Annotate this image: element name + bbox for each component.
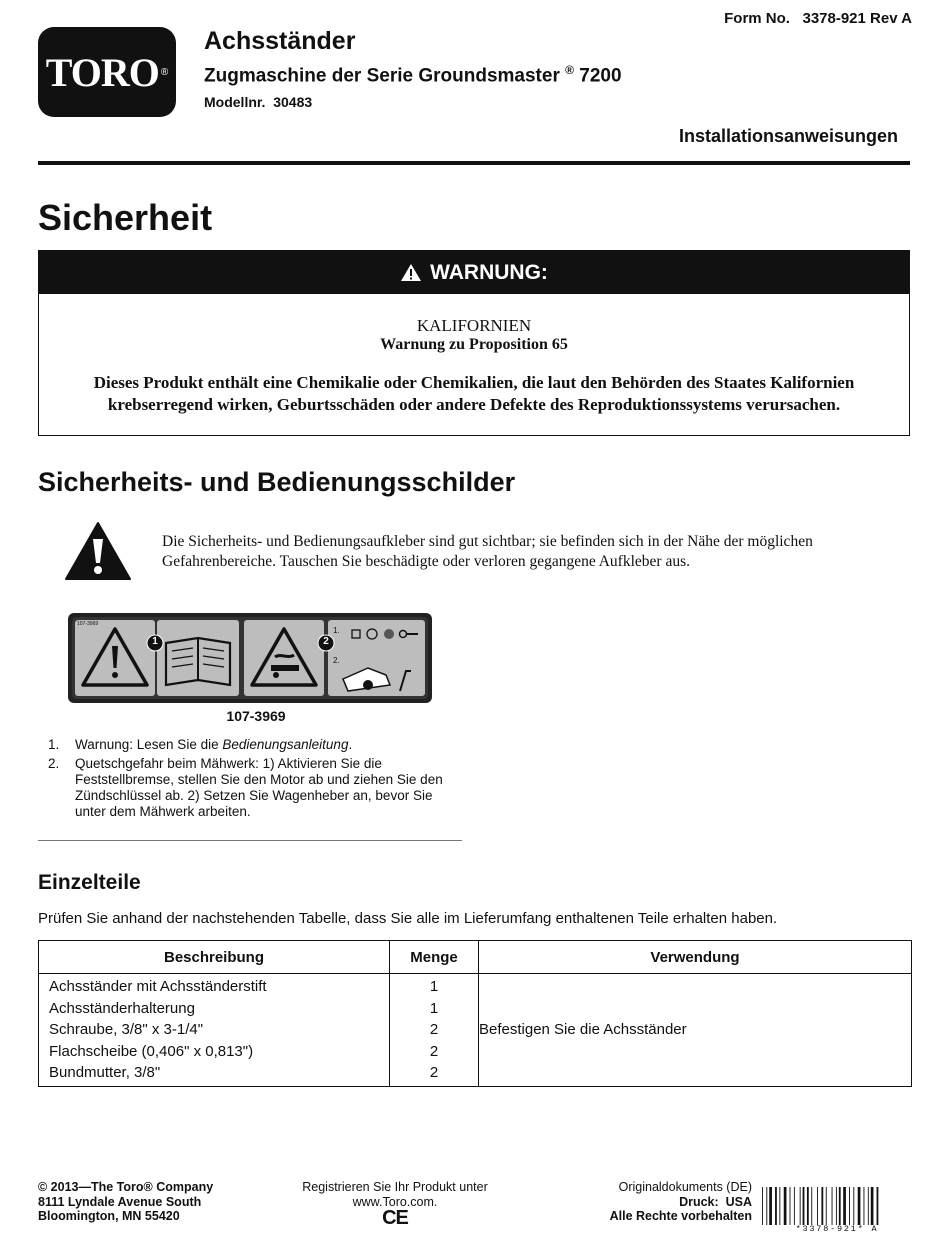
decal-small-number: 107-3969 bbox=[77, 621, 99, 627]
parts-intro: Prüfen Sie anhand der nachstehenden Tabelle, dass Sie alle im Lieferumfang enthaltenen Teile erhalten haben. bbox=[38, 910, 778, 927]
subtitle-registered-mark: ® bbox=[565, 63, 574, 77]
barcode-bar bbox=[766, 1187, 767, 1225]
address-line-2: Bloomington, MN 55420 bbox=[38, 1209, 180, 1223]
barcode-bar bbox=[826, 1187, 827, 1225]
barcode bbox=[762, 1187, 912, 1225]
warning-state: KALIFORNIEN bbox=[416, 316, 532, 335]
original-document: Originaldokuments (DE) bbox=[618, 1180, 752, 1194]
form-number: Form No. 3378-921 Rev A bbox=[724, 10, 912, 27]
ce-mark: CE bbox=[382, 1207, 408, 1229]
barcode-bar bbox=[858, 1187, 861, 1225]
barcode-bar bbox=[811, 1187, 812, 1225]
document-subtitle bbox=[204, 63, 622, 87]
parts-heading: Einzelteile bbox=[38, 871, 141, 894]
decal-107-3969 bbox=[68, 613, 432, 703]
part-quantity: 1 bbox=[429, 978, 439, 995]
barcode-bar bbox=[877, 1187, 879, 1225]
decal-legend bbox=[48, 737, 460, 823]
decal-step-2: 2. bbox=[333, 656, 340, 665]
barcode-bar bbox=[803, 1187, 805, 1225]
part-usage: Befestigen Sie die Achsständer bbox=[479, 974, 912, 1087]
parts-table-header bbox=[39, 941, 912, 974]
column-header-description: Beschreibung bbox=[39, 941, 390, 974]
part-quantity: 1 bbox=[429, 999, 439, 1017]
part-description: Flachscheibe (0,406" x 0,813") bbox=[49, 1042, 254, 1060]
subtitle-model: 7200 bbox=[573, 65, 622, 87]
copyright: © 2013—The Toro® Company bbox=[38, 1180, 214, 1194]
register-line-1: Registrieren Sie Ihr Produkt unter bbox=[302, 1180, 488, 1194]
barcode-bar bbox=[784, 1187, 787, 1225]
decal-legend-number: 2. bbox=[48, 756, 60, 771]
header-divider bbox=[38, 161, 910, 165]
barcode-bar bbox=[864, 1187, 865, 1225]
document-type: Installationsanweisungen bbox=[678, 126, 898, 146]
register-link[interactable]: www.Toro.com. bbox=[352, 1194, 438, 1209]
part-quantity: 2 bbox=[429, 1042, 439, 1060]
decal-legend-text: Quetschgefahr beim Mähwerk: 1) Aktivieren Sie die Feststellbremse, stellen Sie den Motor ab und ziehen Sie den Zündschlüssel ab. 2) Setzen Sie Wagenheber an, bevor Sie unter dem Mähwerk arbeiten. bbox=[75, 756, 443, 819]
decal-legend-prefix: Warnung: Lesen Sie die bbox=[75, 737, 223, 752]
warning-title: WARNUNG: bbox=[430, 260, 548, 284]
barcode-bar bbox=[790, 1187, 791, 1225]
barcode-bar bbox=[807, 1187, 809, 1225]
part-quantity: 2 bbox=[429, 1021, 439, 1038]
decal-legend-emphasis: Bedienungsanleitung bbox=[222, 737, 349, 752]
barcode-bar bbox=[779, 1187, 780, 1225]
model-number: Modellnr. 30483 bbox=[204, 94, 313, 110]
part-description: Bundmutter, 3/8" bbox=[49, 1064, 161, 1081]
decal-step-1: 1. bbox=[333, 626, 340, 635]
quantity-cell bbox=[390, 974, 479, 1087]
decal-legend-text bbox=[75, 737, 352, 753]
decal-legend-number: 1. bbox=[48, 737, 60, 752]
barcode-bar bbox=[853, 1187, 854, 1225]
document-title: Achsständer bbox=[204, 27, 356, 55]
address-line-1: 8111 Lyndale Avenue South bbox=[38, 1194, 202, 1209]
subtitle-main: Zugmaschine der Serie Groundsmaster bbox=[204, 65, 560, 87]
barcode-bar bbox=[871, 1187, 874, 1225]
warning-header bbox=[39, 251, 909, 294]
barcode-bar bbox=[868, 1187, 869, 1225]
decal-callout-1: 1 bbox=[152, 636, 158, 647]
barcode-bar bbox=[775, 1187, 777, 1225]
parts-table-row bbox=[39, 974, 912, 1087]
warning-triangle-icon bbox=[400, 263, 422, 282]
barcode-bar bbox=[843, 1187, 846, 1225]
warning-box bbox=[38, 250, 910, 436]
decal-legend-suffix: . bbox=[348, 737, 353, 752]
labels-heading: Sicherheits- und Bedienungsschilder bbox=[38, 467, 516, 497]
warning-body bbox=[39, 316, 909, 416]
footer-company bbox=[38, 1180, 213, 1224]
labels-intro: Die Sicherheits- und Bedienungsaufkleber sind gut sichtbar; sie befinden sich in der Nähe der möglichen Gefahrenbereiche. Tauschen Sie beschädigte oder verloren gegangene Aufkleber aus. bbox=[162, 533, 813, 570]
safety-heading: Sicherheit bbox=[38, 197, 213, 238]
decal-legend-item bbox=[48, 737, 460, 753]
logo-registered-mark: ® bbox=[160, 66, 169, 78]
part-description: Achsständerhalterung bbox=[49, 999, 195, 1017]
warning-text: Dieses Produkt enthält eine Chemikalie oder Chemikalien, die laut den Behörden des Staates Kalifornien krebserregend wirken, Geburtsschäden oder andere Defekte des Reproduktionssystems verursachen. bbox=[93, 373, 855, 414]
barcode-bar bbox=[832, 1187, 833, 1225]
decal-number: 107-3969 bbox=[226, 708, 286, 724]
footer-print-info bbox=[610, 1180, 752, 1224]
parts-table bbox=[38, 940, 912, 1087]
part-description: Schraube, 3/8" x 3-1/4" bbox=[49, 1021, 204, 1038]
part-description: Achsständer mit Achsständerstift bbox=[49, 978, 267, 995]
safety-alert-icon bbox=[64, 521, 132, 581]
barcode-text: *3378-921* A bbox=[795, 1224, 879, 1234]
barcode-bar bbox=[839, 1187, 841, 1225]
barcode-bar bbox=[794, 1187, 795, 1225]
decal-callout-2: 2 bbox=[323, 636, 329, 647]
toro-logo bbox=[38, 27, 176, 117]
barcode-bar bbox=[762, 1187, 763, 1225]
barcode-bar bbox=[817, 1187, 818, 1225]
section-divider bbox=[38, 840, 462, 841]
logo-text: TORO bbox=[45, 49, 159, 95]
barcode-bar bbox=[821, 1187, 823, 1225]
decal-artwork bbox=[68, 613, 432, 703]
part-quantity: 2 bbox=[429, 1064, 439, 1081]
warning-proposition: Warnung zu Proposition 65 bbox=[380, 336, 568, 353]
decal-legend-item bbox=[48, 756, 460, 820]
description-cell bbox=[39, 974, 390, 1087]
barcode-bar bbox=[836, 1187, 837, 1225]
rights-reserved: Alle Rechte vorbehalten bbox=[609, 1209, 752, 1223]
barcode-bar bbox=[849, 1187, 850, 1225]
barcode-bar bbox=[800, 1187, 801, 1225]
column-header-quantity: Menge bbox=[390, 941, 479, 974]
barcode-bar bbox=[769, 1187, 772, 1225]
column-header-usage: Verwendung bbox=[479, 941, 912, 974]
print-country: Druck: USA bbox=[679, 1194, 752, 1209]
